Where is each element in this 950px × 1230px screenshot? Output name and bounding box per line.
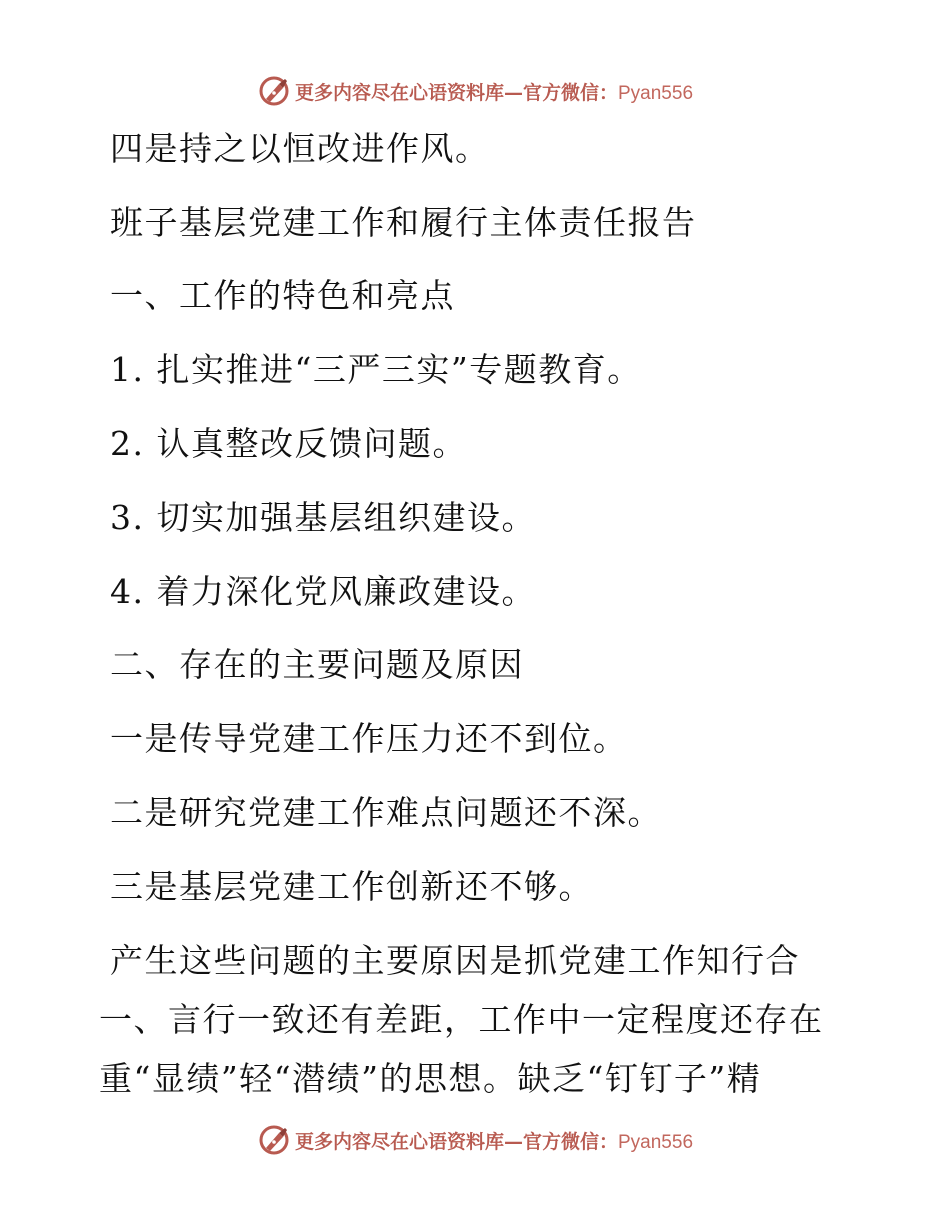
document-line: 一是传导党建工作压力还不到位。 bbox=[110, 719, 628, 758]
document-line: 四是持之以恒改进作风。 bbox=[110, 129, 490, 168]
document-line: 一、言行一致还有差距，工作中一定程度还存在 bbox=[99, 1000, 824, 1039]
document-line: 重“显绩”轻“潜绩”的思想。缺乏“钉钉子”精 bbox=[99, 1059, 762, 1098]
watermark-label: 更多内容尽在心语资料库—官方微信： bbox=[294, 81, 618, 104]
pen-nib-logo-icon bbox=[257, 1123, 291, 1157]
watermark-group bbox=[257, 1123, 693, 1157]
document-line: 一、工作的特色和亮点 bbox=[110, 276, 455, 315]
watermark-label: 更多内容尽在心语资料库—官方微信： bbox=[294, 1130, 618, 1153]
document-line: 二是研究党建工作难点问题还不深。 bbox=[110, 793, 662, 832]
document-line: 二、存在的主要问题及原因 bbox=[110, 645, 524, 684]
document-line: 1. 扎实推进“三严三实”专题教育。 bbox=[110, 350, 642, 389]
document-line: 4. 着力深化党风廉政建设。 bbox=[110, 572, 536, 611]
document-line: 三是基层党建工作创新还不够。 bbox=[110, 867, 593, 906]
document-line: 班子基层党建工作和履行主体责任报告 bbox=[110, 203, 697, 242]
footer-watermark bbox=[0, 1120, 950, 1160]
watermark-text bbox=[295, 1127, 693, 1154]
document-line: 产生这些问题的主要原因是抓党建工作知行合 bbox=[110, 941, 800, 980]
document-line: 2. 认真整改反馈问题。 bbox=[110, 424, 467, 463]
watermark-wechat-id: Pyan556 bbox=[618, 1131, 694, 1153]
document-line: 3. 切实加强基层组织建设。 bbox=[110, 498, 536, 537]
watermark-wechat-id: Pyan556 bbox=[618, 82, 694, 104]
